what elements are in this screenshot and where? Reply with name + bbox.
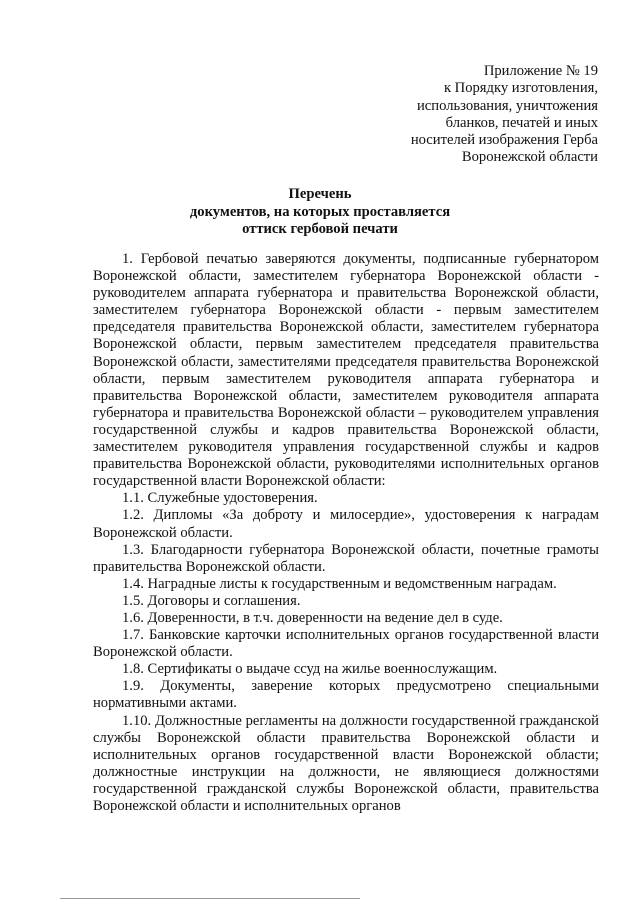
paragraph-1-3: 1.3. Благодарности губернатора Воронежской области, почетные грамоты правительства Воронежской области.	[93, 541, 599, 575]
paragraph-1-1: 1.1. Служебные удостоверения.	[122, 490, 318, 507]
paragraph-1-4: 1.4. Наградные листы к государственным и ведомственным наградам.	[122, 575, 557, 592]
paragraph-1-5: 1.5. Договоры и соглашения.	[122, 592, 301, 609]
appendix-line: Воронежской области	[461, 149, 598, 166]
paragraph-1-2: 1.2. Дипломы «За доброту и милосердие», удостоверения к наградам Воронежской области.	[93, 507, 599, 541]
page-bottom-rule	[60, 898, 360, 899]
appendix-line: к Порядку изготовления,	[443, 80, 598, 97]
title-line: документов, на которых проставляется	[189, 203, 451, 220]
appendix-line: использования, уничтожения	[417, 97, 598, 114]
paragraph-1-7: 1.7. Банковские карточки исполнительных органов государственной власти Воронежской области.	[93, 627, 599, 661]
paragraph-1: 1. Гербовой печатью заверяются документы, подписанные губернатором Воронежской области, заместителем губернатора Воронежской области - руководителем аппарата губернатора и правительства Воронежской области, заместителем губернатора Воронежской области - первым заместителем председателя правительства Воронежской области, заместителем губернатора Воронежской области, первым заместителем председателя правительства Воронежской области, заместителями председателя правительства Воронежской области, первым заместителем руководителя аппарата губернатора и правительства Воронежской области, заместителем руководителя аппарата губернатора и правительства Воронежской области – руководителем управления государственной службы и кадров правительства Воронежской области, заместителем руководителя управления государственной службы и кадров правительства Воронежской области, руководителями исполнительных органов государственной власти Воронежской области:	[93, 251, 599, 490]
appendix-line: бланков, печатей и иных	[445, 114, 598, 131]
paragraph-1-8: 1.8. Сертификаты о выдаче ссуд на жилье военнослужащим.	[122, 661, 498, 678]
document-title	[0, 186, 640, 239]
paragraph-1-10: 1.10. Должностные регламенты на должности государственной гражданской службы Воронежской области правительства Воронежской области и исполнительных органов государственной власти Воронежской области; должностные инструкции на должности, не являющиеся должностями государственной гражданской службы Воронежской области, правительства Воронежской области и исполнительных органов	[93, 712, 599, 814]
appendix-header	[358, 63, 598, 167]
document-body	[93, 251, 599, 815]
appendix-line: носителей изображения Герба	[410, 132, 598, 149]
appendix-line: Приложение № 19	[483, 63, 598, 79]
title-line: оттиск гербовой печати	[242, 221, 398, 237]
paragraph-1-6: 1.6. Доверенности, в т.ч. доверенности на ведение дел в суде.	[122, 609, 503, 626]
paragraph-1-9: 1.9. Документы, заверение которых предусмотрено специальными нормативными актами.	[93, 678, 599, 712]
title-line: Перечень	[288, 186, 352, 202]
